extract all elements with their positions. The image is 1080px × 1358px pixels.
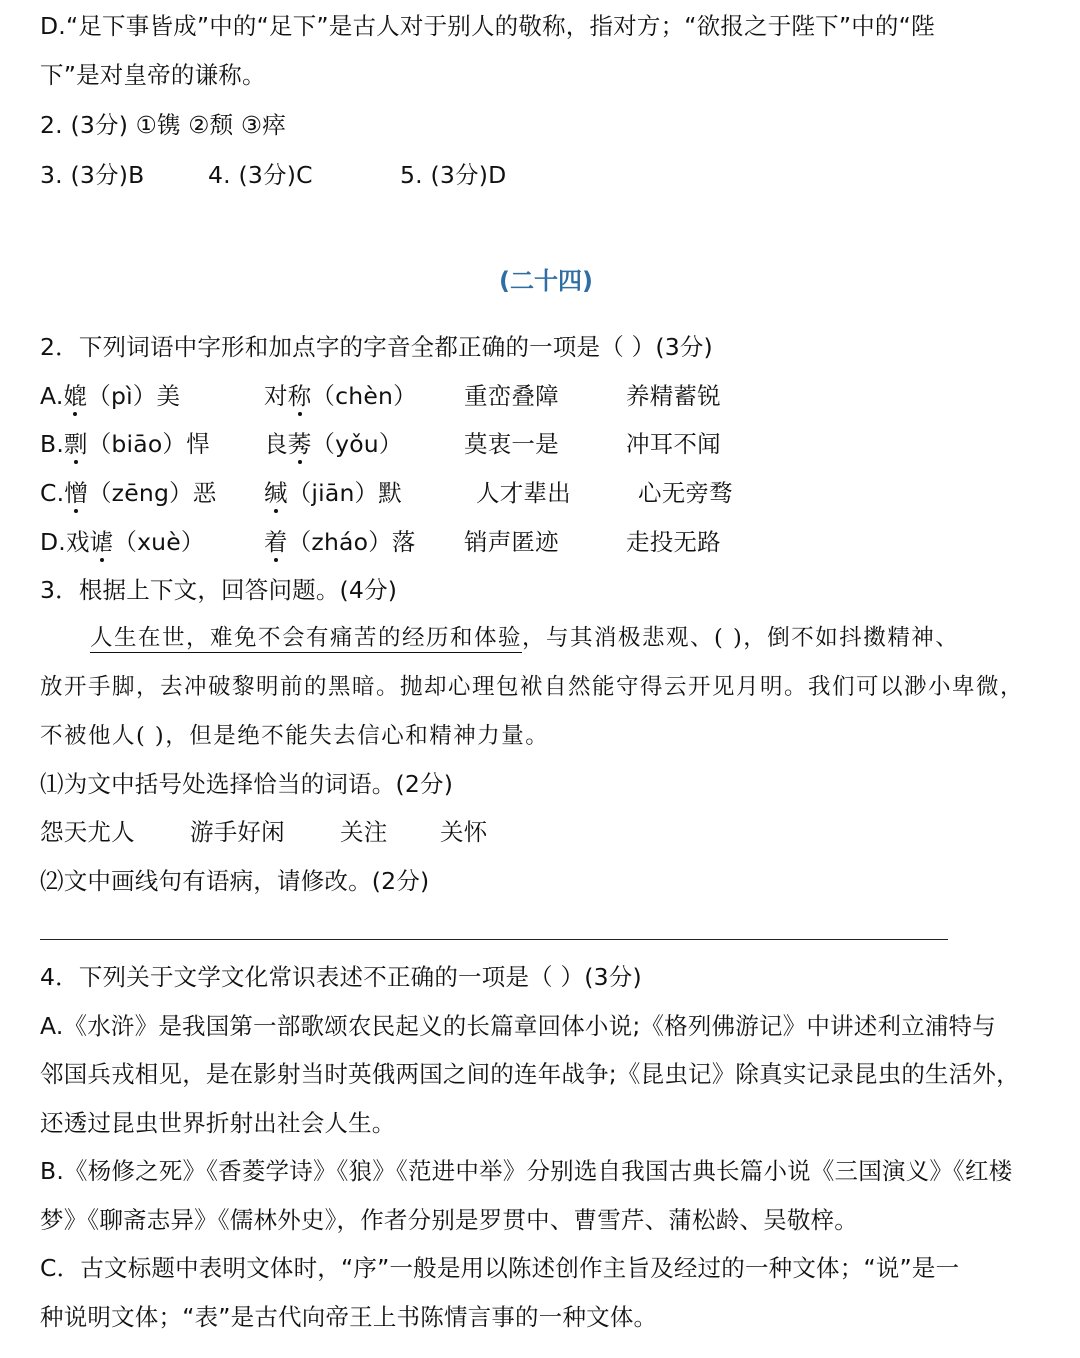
q2-option-c xyxy=(40,477,1052,509)
q3-underlined-sentence: 人生在世，难免不会有痛苦的经历和体验 xyxy=(90,625,523,651)
prev-option-d-line1: D.“足下事皆成”中的“足下”是古人对于别人的敬称，指对方；“欲报之于陛下”中的“陛 xyxy=(40,12,935,40)
q2-d-word4: 走投无路 xyxy=(626,528,721,556)
q4-option-c-line1: C．古文标题中表明文体时，“序”一般是用以陈述创作主旨及经过的一种文体；“说”是一 xyxy=(40,1254,960,1282)
q2-a-word3: 重峦叠障 xyxy=(464,382,559,410)
prev-answers-row xyxy=(40,159,640,191)
q4-stem: 4．下列关于文学文化常识表述不正确的一项是（ ）(3分) xyxy=(40,963,642,991)
q3-word-2: 游手好闲 xyxy=(190,818,285,846)
q2-stem: 2．下列词语中字形和加点字的字音全都正确的一项是（ ）(3分) xyxy=(40,333,713,361)
prev-answer-5: 5. (3分)D xyxy=(400,161,507,189)
q2-option-b xyxy=(40,428,1052,460)
q3-subquestion-1: ⑴为文中括号处选择恰当的词语。(2分) xyxy=(40,770,454,798)
prev-answer-3: 3. (3分)B xyxy=(40,161,145,189)
q3-word-3: 关注 xyxy=(340,818,388,846)
q4-option-b-line2: 梦》《聊斋志异》《儒林外史》，作者分别是罗贯中、曹雪芹、蒲松龄、吴敬梓。 xyxy=(40,1206,858,1234)
q4-option-b-line1: B.《杨修之死》《香菱学诗》《狼》《范进中举》分别选自我国古典长篇小说《三国演义》《红楼 xyxy=(40,1157,1013,1185)
q2-c-word2: 缄（jiān）默 xyxy=(264,479,402,507)
q2-b-word3: 莫衷一是 xyxy=(464,430,559,458)
q2-d-word1: D.戏谑（xuè） xyxy=(40,528,205,556)
prev-answer-2: 2. (3分) ①镌 ②颓 ③瘁 xyxy=(40,111,286,139)
q2-d-word2: 着（zháo）落 xyxy=(264,528,416,556)
q2-option-a xyxy=(40,380,1052,412)
q4-option-c-line2: 种说明文体；“表”是古代向帝王上书陈情言事的一种文体。 xyxy=(40,1303,658,1331)
q2-b-word1: B.剽（biāo）悍 xyxy=(40,430,210,458)
prev-option-d-line2: 下”是对皇帝的谦称。 xyxy=(40,61,266,89)
q2-a-word1: A.媲（pì）美 xyxy=(40,382,181,410)
q3-passage-line3: 不被他人( )，但是绝不能失去信心和精神力量。 xyxy=(40,723,550,749)
q3-word-1: 怨天尤人 xyxy=(40,818,135,846)
q2-c-word1: C.憎（zēng）恶 xyxy=(40,479,217,507)
q3-subquestion-2: ⑵文中画线句有语病，请修改。(2分) xyxy=(40,867,430,895)
q3-answer-line xyxy=(40,939,948,940)
q2-c-word4: 心无旁骛 xyxy=(638,479,733,507)
q2-a-word2: 对称（chèn） xyxy=(264,382,417,410)
q4-option-a-line3: 还透过昆虫世界折射出社会人生。 xyxy=(40,1109,396,1137)
section-title: (二十四) xyxy=(499,267,593,295)
q2-d-word3: 销声匿迹 xyxy=(464,528,559,556)
prev-answer-4: 4. (3分)C xyxy=(208,161,313,189)
q3-word-4: 关怀 xyxy=(440,818,488,846)
q2-option-d xyxy=(40,526,1052,558)
q3-stem: 3．根据上下文，回答问题。(4分) xyxy=(40,576,398,604)
q2-c-word3: 人才辈出 xyxy=(476,479,571,507)
q3-passage-line1: 人生在世，难免不会有痛苦的经历和体验，与其消极悲观、( )，倒不如抖擞精神、 xyxy=(90,625,960,651)
q3-passage-line2: 放开手脚，去冲破黎明前的黑暗。抛却心理包袱自然能守得云开见月明。我们可以渺小卑微， xyxy=(40,674,1025,700)
q4-option-a-line2: 邻国兵戎相见，是在影射当时英俄两国之间的连年战争;《昆虫记》除真实记录昆虫的生活外， xyxy=(40,1060,1020,1088)
q2-b-word2: 良莠（yǒu） xyxy=(264,430,403,458)
q4-option-a-line1: A.《水浒》是我国第一部歌颂农民起义的长篇章回体小说;《格列佛游记》中讲述利立浦特与 xyxy=(40,1012,996,1040)
q3-word-choices xyxy=(40,816,640,848)
q2-b-word4: 冲耳不闻 xyxy=(626,430,721,458)
q2-a-word4: 养精蓄锐 xyxy=(626,382,721,410)
